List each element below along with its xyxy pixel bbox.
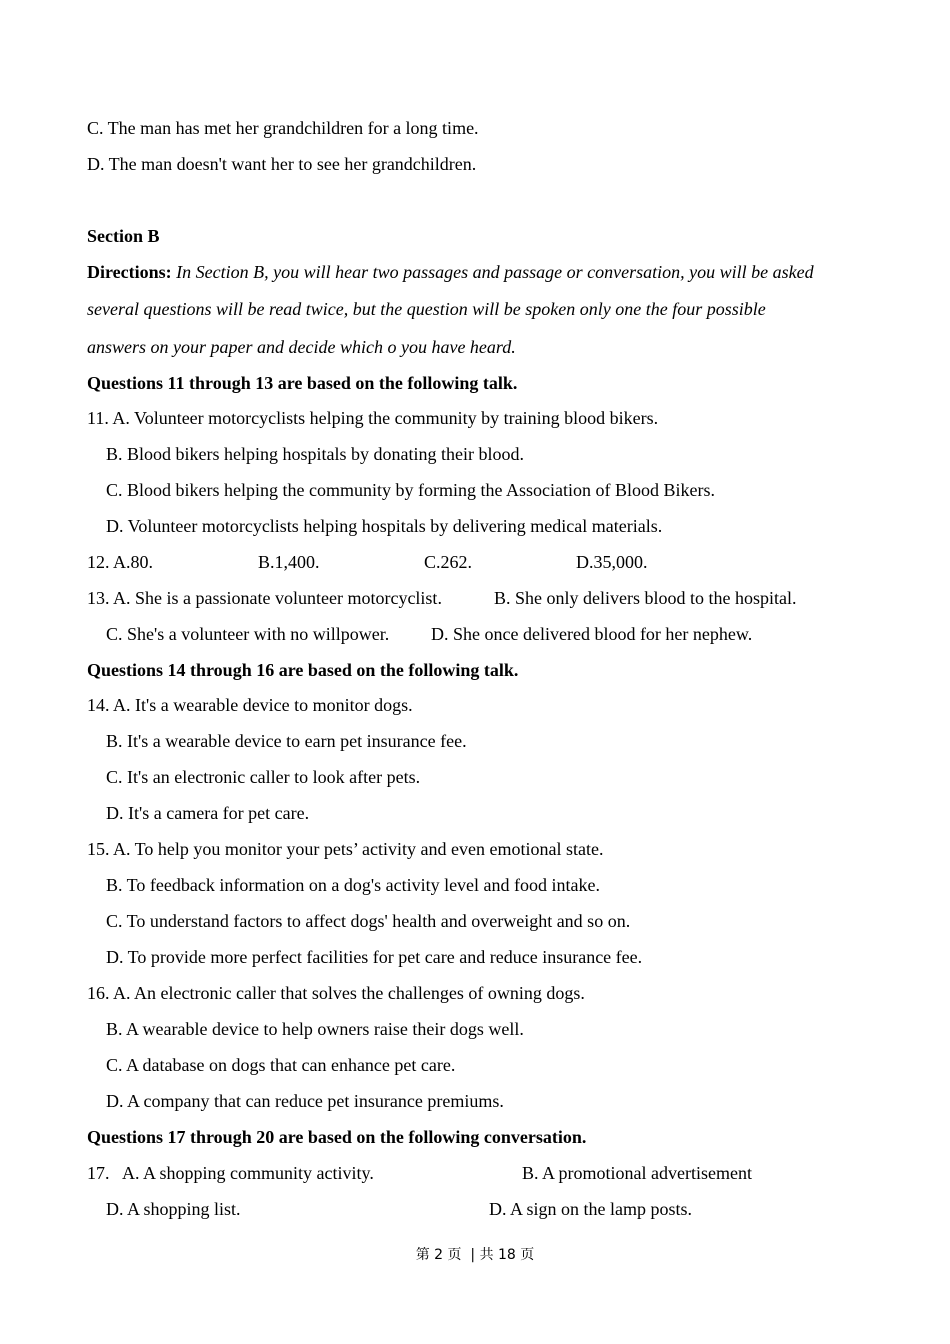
q13-option-c: C. She's a volunteer with no willpower. — [106, 624, 390, 644]
section-title: Section B — [87, 226, 160, 246]
q13-option-a: 13. A. She is a passionate volunteer motorcyclist. — [87, 588, 442, 608]
group-heading-14-16: Questions 14 through 16 are based on the following talk. — [87, 660, 519, 680]
q15-option-b: B. To feedback information on a dog's activity level and food intake. — [106, 875, 601, 895]
page-footer: 第 2 页 | 共 18 页 — [415, 1247, 535, 1263]
q12-option-a: 12. A.80. — [87, 552, 154, 572]
q17-option-d-shopping-list: D. A shopping list. — [106, 1199, 241, 1219]
q11-option-b: B. Blood bikers helping hospitals by donating their blood. — [106, 444, 524, 464]
q12-option-d: D.35,000. — [576, 552, 648, 572]
q16-option-d: D. A company that can reduce pet insurance premiums. — [106, 1091, 504, 1111]
directions-label: Directions: — [87, 262, 172, 282]
q12-option-b: B.1,400. — [258, 552, 320, 572]
q16-option-b: B. A wearable device to help owners raise their dogs well. — [106, 1019, 524, 1039]
q11-option-c: C. Blood bikers helping the community by forming the Association of Blood Bikers. — [106, 480, 715, 500]
q14-option-d: D. It's a camera for pet care. — [106, 803, 310, 823]
q15-option-d: D. To provide more perfect facilities for pet care and reduce insurance fee. — [106, 947, 643, 967]
q15-option-a: 15. A. To help you monitor your pets’ activity and even emotional state. — [87, 839, 604, 859]
q14-option-a: 14. A. It's a wearable device to monitor dogs. — [87, 695, 413, 715]
group-heading-17-20: Questions 17 through 20 are based on the following conversation. — [87, 1127, 587, 1147]
q17-option-b: B. A promotional advertisement — [522, 1163, 752, 1183]
q14-option-b: B. It's a wearable device to earn pet insurance fee. — [106, 731, 467, 751]
q13-option-d: D. She once delivered blood for her nephew. — [431, 624, 753, 644]
directions-text-1: In Section B, you will hear two passages and passage or conversation, you will be asked — [176, 262, 814, 282]
q16-option-a: 16. A. An electronic caller that solves the challenges of owning dogs. — [87, 983, 585, 1003]
q14-option-c: C. It's an electronic caller to look after pets. — [106, 767, 421, 787]
q13-option-b: B. She only delivers blood to the hospital. — [494, 588, 797, 608]
prev-option-d: D. The man doesn't want her to see her grandchildren. — [87, 154, 477, 174]
q17-option-a: 17. A. A shopping community activity. — [87, 1163, 374, 1183]
directions-line-3: answers on your paper and decide which o you have heard. — [87, 337, 516, 357]
directions-line-1 — [87, 261, 814, 283]
prev-option-c: C. The man has met her grandchildren for a long time. — [87, 118, 479, 138]
q11-option-a: 11. A. Volunteer motorcyclists helping the community by training blood bikers. — [87, 408, 659, 428]
q12-option-c: C.262. — [424, 552, 473, 572]
q16-option-c: C. A database on dogs that can enhance pet care. — [106, 1055, 456, 1075]
q17-option-d-lamp-posts: D. A sign on the lamp posts. — [489, 1199, 693, 1219]
group-heading-11-13: Questions 11 through 13 are based on the following talk. — [87, 373, 518, 393]
directions-line-2: several questions will be read twice, but the question will be spoken only one the four possible — [87, 299, 766, 319]
q15-option-c: C. To understand factors to affect dogs' health and overweight and so on. — [106, 911, 631, 931]
q11-option-d: D. Volunteer motorcyclists helping hospitals by delivering medical materials. — [106, 516, 663, 536]
